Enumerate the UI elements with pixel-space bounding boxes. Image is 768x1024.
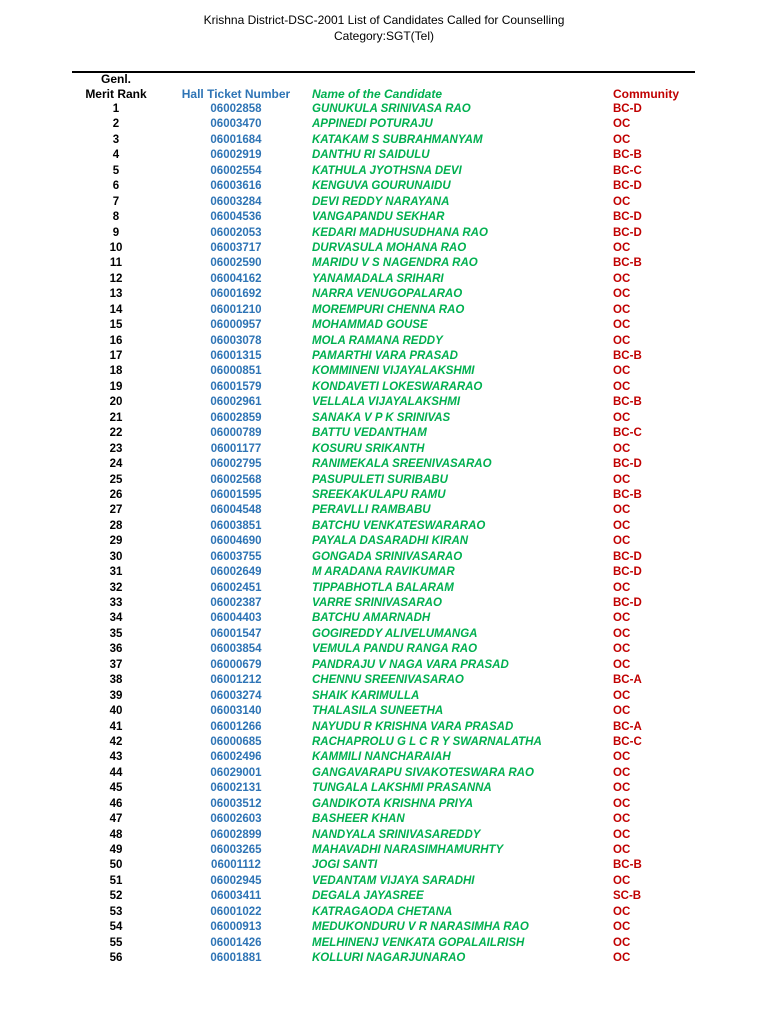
rank-cell: 23 <box>109 442 123 455</box>
name-cell: VEDANTAM VIJAYA SARADHI <box>312 874 475 887</box>
ticket-cell: 06000679 <box>210 658 262 671</box>
rank-cell: 7 <box>112 195 120 208</box>
community-cell: BC-D <box>613 103 642 115</box>
ticket-cell: 06002649 <box>210 566 262 579</box>
table-row <box>0 426 768 441</box>
table-row <box>0 457 768 472</box>
name-cell: DANTHU RI SAIDULU <box>312 149 430 162</box>
table-row <box>0 380 768 395</box>
rank-cell: 49 <box>109 844 123 856</box>
name-cell: VEMULA PANDU RANGA RAO <box>312 643 478 656</box>
rank-cell: 9 <box>112 226 120 239</box>
ticket-cell: 06004162 <box>210 272 262 285</box>
table-row <box>0 858 768 873</box>
rank-cell: 52 <box>109 890 123 903</box>
community-cell: OC <box>613 272 631 285</box>
community-cell: BC-A <box>613 720 642 733</box>
table-row <box>0 117 768 132</box>
rank-cell: 3 <box>112 133 120 146</box>
rank-cell: 33 <box>109 597 123 609</box>
table-row <box>0 364 768 379</box>
name-cell: MAHAVADHI NARASIMHAMURHTY <box>312 844 504 856</box>
community-cell: OC <box>613 442 631 455</box>
name-cell: APPINEDI POTURAJU <box>312 118 433 131</box>
rank-cell: 10 <box>109 241 123 254</box>
column-header-rank-line2: Merit Rank <box>85 87 147 101</box>
community-cell: OC <box>613 797 631 810</box>
rank-cell: 47 <box>109 813 123 826</box>
table-row <box>0 874 768 889</box>
ticket-cell: 06001022 <box>210 905 262 918</box>
community-cell: BC-C <box>613 427 642 440</box>
community-cell: BC-D <box>613 180 642 193</box>
name-cell: TUNGALA LAKSHMI PRASANNA <box>312 782 492 795</box>
table-row <box>0 704 768 719</box>
rank-cell: 15 <box>109 319 123 332</box>
ticket-cell: 06001212 <box>210 674 262 687</box>
ticket-cell: 06000685 <box>210 735 262 748</box>
column-header-rank <box>72 72 160 102</box>
table-row <box>0 519 768 534</box>
name-cell: PAMARTHI VARA PRASAD <box>312 350 458 362</box>
ticket-cell: 06001266 <box>210 720 262 733</box>
rank-cell: 38 <box>109 674 123 687</box>
table-row <box>0 133 768 148</box>
ticket-cell: 06004536 <box>210 211 262 224</box>
ticket-cell: 06003470 <box>210 118 262 131</box>
table-row <box>0 812 768 827</box>
ticket-cell: 06001426 <box>210 936 262 949</box>
rank-cell: 17 <box>109 350 123 362</box>
ticket-cell: 06001315 <box>210 350 262 362</box>
table-row <box>0 596 768 611</box>
ticket-cell: 06003854 <box>210 643 262 656</box>
table-row <box>0 287 768 302</box>
name-cell: PERAVLLI RAMBABU <box>312 504 431 517</box>
community-cell: OC <box>613 828 631 841</box>
rank-cell: 20 <box>109 396 123 409</box>
community-cell: OC <box>613 705 631 718</box>
table-row <box>0 843 768 858</box>
rank-cell: 19 <box>109 380 123 393</box>
community-cell: BC-C <box>613 735 642 748</box>
ticket-cell: 06001684 <box>210 133 262 146</box>
rank-cell: 37 <box>109 658 123 671</box>
community-cell: OC <box>613 766 631 779</box>
community-cell: OC <box>613 689 631 702</box>
rank-cell: 29 <box>109 535 123 548</box>
table-row <box>0 195 768 210</box>
community-cell: BC-D <box>613 566 642 579</box>
rank-cell: 11 <box>109 257 123 270</box>
name-cell: SREEKAKULAPU RAMU <box>312 488 446 501</box>
rank-cell: 42 <box>109 735 123 748</box>
rank-cell: 5 <box>112 164 120 177</box>
name-cell: NANDYALA SRINIVASAREDDY <box>312 828 481 841</box>
ticket-cell: 06003411 <box>210 890 262 903</box>
community-cell: OC <box>613 612 631 625</box>
ticket-cell: 06001881 <box>210 952 262 965</box>
community-cell: OC <box>613 643 631 656</box>
name-cell: GOGIREDDY ALIVELUMANGA <box>312 627 478 640</box>
table-row <box>0 395 768 410</box>
community-cell: BC-D <box>613 458 642 471</box>
community-cell: OC <box>613 921 631 934</box>
rank-cell: 24 <box>109 458 123 471</box>
ticket-cell: 06002859 <box>210 411 262 424</box>
header-rule <box>72 71 695 73</box>
rank-cell: 55 <box>109 936 123 949</box>
community-cell: OC <box>613 365 631 378</box>
ticket-cell: 06000913 <box>210 921 262 934</box>
name-cell: DEVI REDDY NARAYANA <box>312 195 450 208</box>
rank-cell: 54 <box>109 921 123 934</box>
ticket-cell: 06001112 <box>211 859 261 872</box>
rank-cell: 35 <box>109 627 123 640</box>
ticket-cell: 06003078 <box>210 334 262 347</box>
ticket-cell: 06002590 <box>210 257 262 270</box>
community-cell: BC-B <box>613 257 642 270</box>
ticket-cell: 06003140 <box>210 705 262 718</box>
ticket-cell: 06000851 <box>210 365 262 378</box>
rank-cell: 13 <box>109 288 123 301</box>
name-cell: VARRE SRINIVASARAO <box>312 597 442 609</box>
table-row <box>0 627 768 642</box>
table-row <box>0 611 768 626</box>
community-cell: OC <box>613 952 631 965</box>
rank-cell: 12 <box>109 272 123 285</box>
rank-cell: 40 <box>109 705 123 718</box>
table-row <box>0 642 768 657</box>
rank-cell: 30 <box>109 550 123 563</box>
ticket-cell: 06003512 <box>210 797 262 810</box>
name-cell: MOHAMMAD GOUSE <box>312 319 428 332</box>
rank-cell: 41 <box>109 720 123 733</box>
name-cell: KOSURU SRIKANTH <box>312 442 425 455</box>
table-row <box>0 503 768 518</box>
document-category: Category:SGT(Tel) <box>333 29 435 43</box>
name-cell: RACHAPROLU G L C R Y SWARNALATHA <box>312 735 542 748</box>
ticket-cell: 06001595 <box>210 488 262 501</box>
column-header-community: Community <box>613 87 679 101</box>
name-cell: GUNUKULA SRINIVASA RAO <box>312 103 471 115</box>
rank-cell: 25 <box>109 473 123 486</box>
rank-cell: 45 <box>109 782 123 795</box>
rank-cell: 16 <box>109 334 123 347</box>
table-row <box>0 689 768 704</box>
table-row <box>0 720 768 735</box>
community-cell: OC <box>613 782 631 795</box>
name-cell: MOLA RAMANA REDDY <box>312 334 443 347</box>
name-cell: RANIMEKALA SREENIVASARAO <box>312 458 492 471</box>
ticket-cell: 06002899 <box>210 828 262 841</box>
community-cell: BC-D <box>613 597 642 609</box>
name-cell: KOMMINENI VIJAYALAKSHMI <box>312 365 475 378</box>
document-title: Krishna District-DSC-2001 List of Candidates Called for Counselling <box>203 13 565 27</box>
rank-cell: 4 <box>112 149 120 162</box>
community-cell: OC <box>613 504 631 517</box>
rank-cell: 1 <box>112 103 120 115</box>
community-cell: OC <box>613 319 631 332</box>
community-cell: BC-A <box>613 674 642 687</box>
table-row <box>0 673 768 688</box>
name-cell: KEDARI MADHUSUDHANA RAO <box>312 226 488 239</box>
name-cell: GONGADA SRINIVASARAO <box>312 550 463 563</box>
community-cell: OC <box>613 411 631 424</box>
name-cell: TIPPABHOTLA BALARAM <box>312 581 454 594</box>
name-cell: KAMMILI NANCHARAIAH <box>312 751 451 764</box>
community-cell: OC <box>613 133 631 146</box>
name-cell: BASHEER KHAN <box>312 813 405 826</box>
ticket-cell: 06003265 <box>210 844 262 856</box>
table-row <box>0 272 768 287</box>
name-cell: MEDUKONDURU V R NARASIMHA RAO <box>312 921 529 934</box>
rank-cell: 27 <box>109 504 123 517</box>
table-row <box>0 473 768 488</box>
community-cell: OC <box>613 380 631 393</box>
name-cell: DEGALA JAYASREE <box>312 890 424 903</box>
name-cell: MELHINENJ VENKATA GOPALAILRISH <box>312 936 525 949</box>
table-row <box>0 797 768 812</box>
ticket-cell: 06000789 <box>210 427 262 440</box>
name-cell: KATHULA JYOTHSNA DEVI <box>312 164 462 177</box>
ticket-cell: 06001177 <box>210 442 262 455</box>
table-row <box>0 735 768 750</box>
ticket-cell: 06002858 <box>210 103 262 115</box>
ticket-cell: 06004690 <box>210 535 262 548</box>
rank-cell: 14 <box>109 303 123 316</box>
community-cell: BC-D <box>613 211 642 224</box>
name-cell: THALASILA SUNEETHA <box>312 705 444 718</box>
rank-cell: 26 <box>109 488 123 501</box>
table-row <box>0 534 768 549</box>
community-cell: BC-B <box>613 859 642 872</box>
table-row <box>0 828 768 843</box>
ticket-cell: 06002496 <box>210 751 262 764</box>
table-row <box>0 334 768 349</box>
table-row <box>0 164 768 179</box>
ticket-cell: 06001547 <box>210 627 262 640</box>
table-row <box>0 951 768 966</box>
table-row <box>0 226 768 241</box>
ticket-cell: 06002603 <box>210 813 262 826</box>
ticket-cell: 06002053 <box>210 226 262 239</box>
rank-cell: 31 <box>109 566 123 579</box>
ticket-cell: 06001210 <box>210 303 262 316</box>
table-row <box>0 581 768 596</box>
name-cell: M ARADANA RAVIKUMAR <box>312 566 455 579</box>
table-row <box>0 102 768 117</box>
community-cell: OC <box>613 535 631 548</box>
community-cell: OC <box>613 241 631 254</box>
community-cell: OC <box>613 751 631 764</box>
community-cell: OC <box>613 581 631 594</box>
community-cell: BC-B <box>613 488 642 501</box>
rank-cell: 22 <box>109 427 123 440</box>
community-cell: OC <box>613 334 631 347</box>
table-row <box>0 411 768 426</box>
community-cell: OC <box>613 844 631 856</box>
community-cell: BC-D <box>613 550 642 563</box>
community-cell: BC-D <box>613 226 642 239</box>
ticket-cell: 06001579 <box>210 380 262 393</box>
rank-cell: 34 <box>109 612 123 625</box>
table-row <box>0 349 768 364</box>
ticket-cell: 06000957 <box>210 319 262 332</box>
community-cell: OC <box>613 905 631 918</box>
community-cell: BC-C <box>613 164 642 177</box>
table-row <box>0 488 768 503</box>
name-cell: BATCHU VENKATESWARARAO <box>312 519 486 532</box>
column-header-name: Name of the Candidate <box>312 87 443 101</box>
rank-cell: 8 <box>112 211 120 224</box>
ticket-cell: 06002554 <box>210 164 262 177</box>
community-cell: SC-B <box>613 890 642 903</box>
rank-cell: 50 <box>109 859 123 872</box>
rank-cell: 48 <box>109 828 123 841</box>
rank-cell: 43 <box>109 751 123 764</box>
community-cell: OC <box>613 303 631 316</box>
rank-cell: 46 <box>109 797 123 810</box>
community-cell: OC <box>613 473 631 486</box>
name-cell: KONDAVETI LOKESWARARAO <box>312 380 483 393</box>
name-cell: GANDIKOTA KRISHNA PRIYA <box>312 797 473 810</box>
community-cell: OC <box>613 118 631 131</box>
name-cell: YANAMADALA SRIHARI <box>312 272 444 285</box>
name-cell: NAYUDU R KRISHNA VARA PRASAD <box>312 720 514 733</box>
name-cell: KENGUVA GOURUNAIDU <box>312 180 451 193</box>
rank-cell: 18 <box>109 365 123 378</box>
ticket-cell: 06002919 <box>210 149 262 162</box>
ticket-cell: 06004403 <box>210 612 262 625</box>
table-row <box>0 179 768 194</box>
name-cell: NARRA VENUGOPALARAO <box>312 288 463 301</box>
ticket-cell: 06003284 <box>210 195 262 208</box>
ticket-cell: 06002945 <box>210 874 262 887</box>
ticket-cell: 06004548 <box>210 504 262 517</box>
name-cell: SHAIK KARIMULLA <box>312 689 420 702</box>
table-row <box>0 750 768 765</box>
table-row <box>0 303 768 318</box>
name-cell: JOGI SANTI <box>312 859 378 872</box>
community-cell: OC <box>613 658 631 671</box>
ticket-cell: 06002131 <box>210 782 262 795</box>
rank-cell: 6 <box>112 180 120 193</box>
rank-cell: 44 <box>109 766 123 779</box>
table-row <box>0 442 768 457</box>
community-cell: OC <box>613 519 631 532</box>
name-cell: KATAKAM S SUBRAHMANYAM <box>312 133 483 146</box>
community-cell: OC <box>613 627 631 640</box>
table-row <box>0 889 768 904</box>
name-cell: BATCHU AMARNADH <box>312 612 431 625</box>
ticket-cell: 06002961 <box>210 396 262 409</box>
table-row <box>0 210 768 225</box>
ticket-cell: 06029001 <box>210 766 262 779</box>
ticket-cell: 06003851 <box>210 519 262 532</box>
table-row <box>0 920 768 935</box>
name-cell: PASUPULETI SURIBABU <box>312 473 448 486</box>
table-row <box>0 550 768 565</box>
name-cell: VELLALA VIJAYALAKSHMI <box>312 396 461 409</box>
community-cell: OC <box>613 288 631 301</box>
ticket-cell: 06002387 <box>210 597 262 609</box>
table-row <box>0 781 768 796</box>
ticket-cell: 06001692 <box>210 288 262 301</box>
rank-cell: 56 <box>109 952 123 965</box>
rank-cell: 36 <box>109 643 123 656</box>
column-header-rank-line1: Genl. <box>100 72 131 86</box>
ticket-cell: 06002568 <box>210 473 262 486</box>
name-cell: KOLLURI NAGARJUNARAO <box>312 952 466 965</box>
community-cell: BC-B <box>613 149 642 162</box>
name-cell: KATRAGAODA CHETANA <box>312 905 453 918</box>
name-cell: BATTU VEDANTHAM <box>312 427 427 440</box>
name-cell: PANDRAJU V NAGA VARA PRASAD <box>312 658 509 671</box>
rank-cell: 39 <box>109 689 123 702</box>
candidate-table <box>0 102 768 967</box>
name-cell: CHENNU SREENIVASARAO <box>312 674 464 687</box>
rank-cell: 53 <box>109 905 123 918</box>
ticket-cell: 06003755 <box>210 550 262 563</box>
rank-cell: 51 <box>109 874 123 887</box>
community-cell: OC <box>613 936 631 949</box>
community-cell: OC <box>613 195 631 208</box>
table-row <box>0 241 768 256</box>
table-row <box>0 318 768 333</box>
name-cell: GANGAVARAPU SIVAKOTESWARA RAO <box>312 766 534 779</box>
community-cell: BC-B <box>613 350 642 362</box>
name-cell: VANGAPANDU SEKHAR <box>312 211 445 224</box>
community-cell: OC <box>613 874 631 887</box>
table-row <box>0 766 768 781</box>
table-row <box>0 658 768 673</box>
community-cell: BC-B <box>613 396 642 409</box>
rank-cell: 21 <box>109 411 123 424</box>
table-row <box>0 256 768 271</box>
community-cell: OC <box>613 813 631 826</box>
rank-cell: 32 <box>109 581 123 594</box>
name-cell: SANAKA V P K SRINIVAS <box>312 411 451 424</box>
rank-cell: 28 <box>109 519 123 532</box>
name-cell: DURVASULA MOHANA RAO <box>312 241 467 254</box>
name-cell: MARIDU V S NAGENDRA RAO <box>312 257 478 270</box>
table-row <box>0 936 768 951</box>
table-row <box>0 565 768 580</box>
ticket-cell: 06002795 <box>210 458 262 471</box>
name-cell: MOREMPURI CHENNA RAO <box>312 303 465 316</box>
name-cell: PAYALA DASARADHI KIRAN <box>312 535 469 548</box>
ticket-cell: 06002451 <box>210 581 262 594</box>
table-row <box>0 905 768 920</box>
ticket-cell: 06003616 <box>210 180 262 193</box>
column-header-ticket: Hall Ticket Number <box>181 87 291 101</box>
table-row <box>0 148 768 163</box>
rank-cell: 2 <box>112 118 120 131</box>
ticket-cell: 06003717 <box>210 241 262 254</box>
ticket-cell: 06003274 <box>210 689 262 702</box>
